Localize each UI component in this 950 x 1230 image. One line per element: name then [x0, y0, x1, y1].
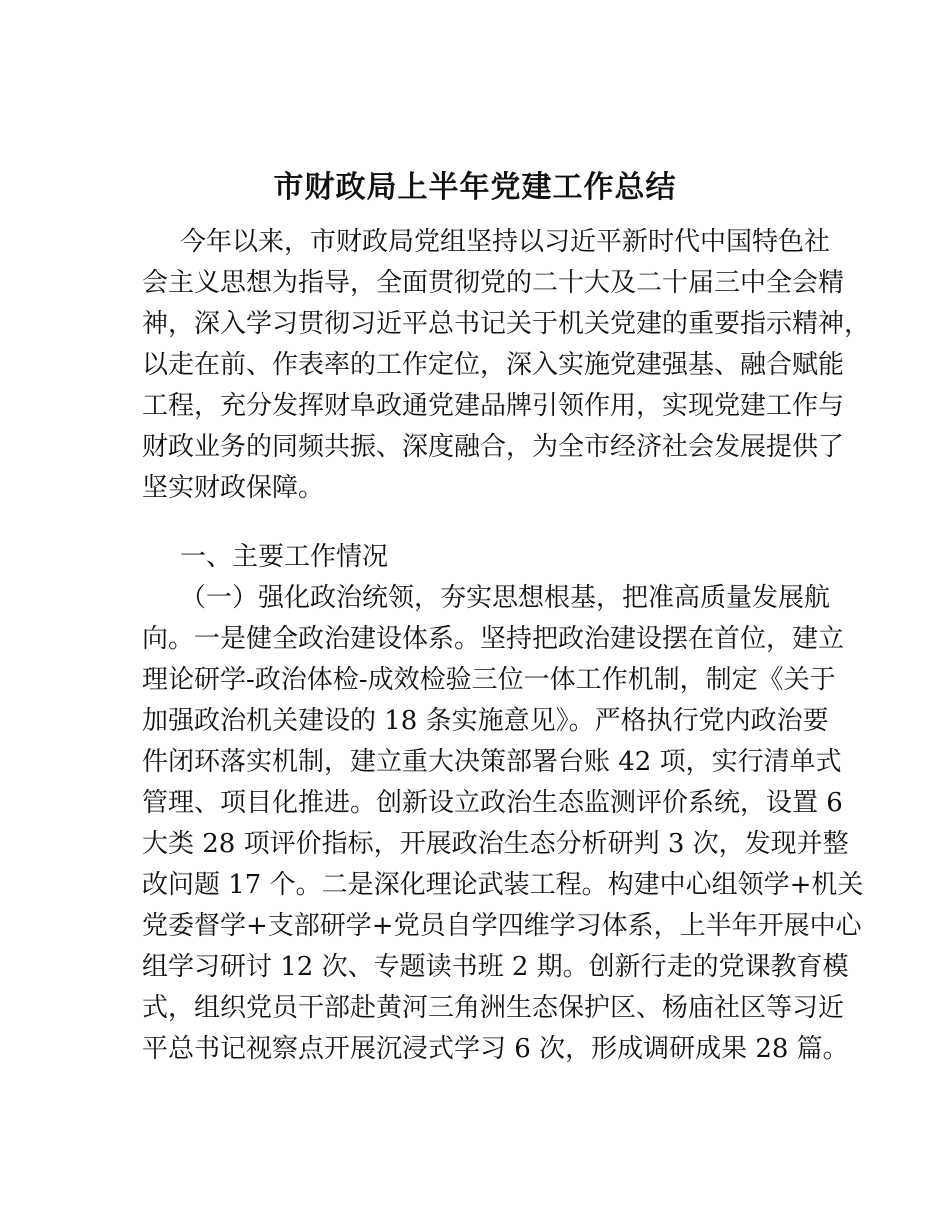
text-line: 理论研学-政治体检-成效检验三位一体工作机制，制定《关于	[142, 665, 836, 695]
text-line: 向。一是健全政治建设体系。坚持把政治建设摆在首位，建立	[142, 624, 845, 654]
text-line: 神，深入学习贯彻习近平总书记关于机关党建的重要指示精神，	[142, 309, 871, 339]
text-line: 平总书记视察点开展沉浸式学习 6 次，形成调研成果 28 篇。	[142, 1034, 849, 1064]
document-title: 市财政局上半年党建工作总结	[273, 170, 677, 205]
text-line: 加强政治机关建设的 18 条实施意见》。严格执行党内政治要	[142, 706, 829, 736]
text-line: 坚实财政保障。	[142, 473, 325, 503]
text-line: 组学习研讨 12 次、专题读书班 2 期。创新行走的党课教育模	[142, 952, 849, 982]
text-line: 党委督学+支部研学+党员自学四维学习体系，上半年开展中心	[142, 911, 862, 941]
section-heading-text: 一、主要工作情况	[180, 542, 389, 572]
text-line: 改问题 17 个。二是深化理论武装工程。构建中心组领学+机关	[142, 870, 864, 900]
intro-paragraph	[142, 222, 871, 509]
text-line: 件闭环落实机制，建立重大决策部署台账 42 项，实行清单式	[142, 747, 842, 777]
text-line: 大类 28 项评价指标，开展政治生态分析研判 3 次，发现并整	[142, 829, 849, 859]
text-line: （一）强化政治统领，夯实思想根基，把准高质量发展航	[180, 583, 831, 613]
text-line: 式，组织党员干部赴黄河三角洲生态保护区、杨庙社区等习近	[142, 993, 845, 1023]
body-paragraph	[142, 578, 864, 1070]
text-line: 管理、项目化推进。创新设立政治生态监测评价系统，设置 6	[142, 788, 843, 818]
text-line: 今年以来，市财政局党组坚持以习近平新时代中国特色社	[180, 227, 831, 257]
text-line: 会主义思想为指导，全面贯彻党的二十大及二十届三中全会精	[142, 268, 845, 298]
section-heading	[142, 537, 809, 578]
text-line: 工程，充分发挥财阜政通党建品牌引领作用，实现党建工作与	[142, 391, 845, 421]
text-line: 以走在前、作表率的工作定位，深入实施党建强基、融合赋能	[142, 350, 845, 380]
text-line: 财政业务的同频共振、深度融合，为全市经济社会发展提供了	[142, 432, 845, 462]
